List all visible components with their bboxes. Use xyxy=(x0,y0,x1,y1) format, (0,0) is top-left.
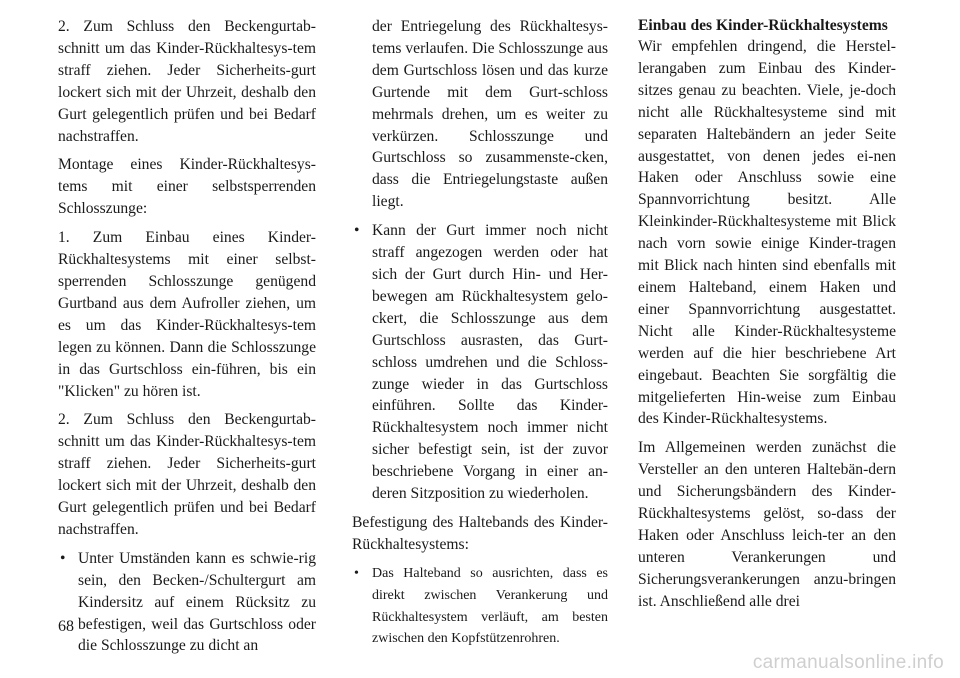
text-column-middle xyxy=(352,16,608,657)
paragraph: 2. Zum Schluss den Beckengurtab-schnitt um das Kinder-Rückhaltesys-tem straff ziehen. Jeder Sicherheits-gurt lockert sich mit der Uhrzeit, deshalb den Gurt gelegentlich prüfen und bei Bedarf nachstraffen. xyxy=(58,411,316,538)
bullet-item: • Kann der Gurt immer noch nicht straff angezogen werden oder hat sich der Gurt durch Hin- und Her-bewegen am Rückhaltesystem gelo-ckert, die Schlosszunge aus dem Gurtschloss ausrasten, das Gurt-schloss umdrehen und die Schloss-zunge wieder in das Gurtschloss einführen. Sollte das Kinder-Rückhaltesystem noch immer nicht sicher befestigt sein, ist der zuvor beschriebene Vorgang in einer an-deren Sitzposition zu wiederholen. xyxy=(352,220,608,505)
paragraph: Im Allgemeinen werden zunächst die Versteller an den unteren Haltebän-dern und Sicherungsbändern des Kinder-Rückhaltesystems gelöst, so-dass der Haken oder Anschluss leich-ter an den unteren Verankerungen und Sicherungsverankerungen anzu-bringen ist. Anschließend alle drei xyxy=(638,439,896,610)
watermark: carmanualsonline.info xyxy=(752,652,944,673)
bullet-item: • Das Halteband so ausrichten, dass es direkt zwischen Verankerung und Rückhaltesystem verläuft, am besten zwischen den Kopfstützenrohren. xyxy=(352,563,608,651)
bullet-list xyxy=(58,548,316,658)
text-column-left xyxy=(58,16,316,664)
paragraph-subheading: Montage eines Kinder-Rückhaltesys-tems mit einer selbstsperrenden Schlosszunge: xyxy=(58,156,316,218)
section-heading: Einbau des Kinder-Rückhaltesystems xyxy=(638,17,888,34)
paragraph-subheading: Befestigung des Haltebands des Kinder-Rückhaltesystems: xyxy=(352,513,608,553)
paragraph: Wir empfehlen dringend, die Herstel-lerangaben zum Einbau des Kinder-sitzes genau zu beachten. Viele, je-doch nicht alle Rückhaltesysteme sind mit separaten Haltebändern an jeder Seite ausgestattet, von denen jedes ei-nen Haken oder Anschluss sowie eine Spannvorrichtung besitzt. Alle Kleinkinder-Rückhaltesysteme mit Blick nach vorn sowie einige Kinder-tragen mit Blick nach hinten sind ebenfalls mit einem Halteband, einem Haken und einer Spannvorrichtung ausgestattet. Nicht alle Kinder-Rückhaltesysteme werden auf die hier beschriebene Art eingebaut. Beachten Sie sorgfältig die mitgelieferten Hin-weise zum Einbau des Kinder-Rückhaltesystems. xyxy=(638,38,896,428)
bullet-item: • Unter Umständen kann es schwie-rig sein, den Becken-/Schultergurt am Kindersitz auf einem Rücksitz zu befestigen, weil das Gurtschloss oder die Schlosszunge zu dicht an xyxy=(58,548,316,658)
bullet-list xyxy=(352,563,608,651)
page-number: 68 xyxy=(58,618,74,635)
paragraph: 1. Zum Einbau eines Kinder-Rückhaltesystems mit einer selbst-sperrenden Schlosszunge genügend Gurtband aus dem Aufroller ziehen, um es um das Kinder-Rückhaltesys-tem legen zu können. Dann die Schlosszunge in das Gurtschloss ein-führen, bis ein "Klicken" zu hören ist. xyxy=(58,229,316,400)
bullet-continuation: der Entriegelung des Rückhaltesys-tems verlaufen. Die Schlosszunge aus dem Gurtschloss lösen und das kurze Gurtende mit dem Gurt-schloss mehrmals drehen, um es weiter zu verkürzen. Schlosszunge und Gurtschloss so zusammenste-cken, dass die Entriegelungstaste außen liegt. xyxy=(372,18,609,211)
bullet-list xyxy=(352,220,608,505)
paragraph: 2. Zum Schluss den Beckengurtab-schnitt um das Kinder-Rückhaltesys-tem straff ziehen. Jeder Sicherheits-gurt lockert sich mit der Uhrzeit, deshalb den Gurt gelegentlich prüfen und bei Bedarf nachstraffen. xyxy=(58,18,316,145)
text-column-right xyxy=(638,16,896,620)
